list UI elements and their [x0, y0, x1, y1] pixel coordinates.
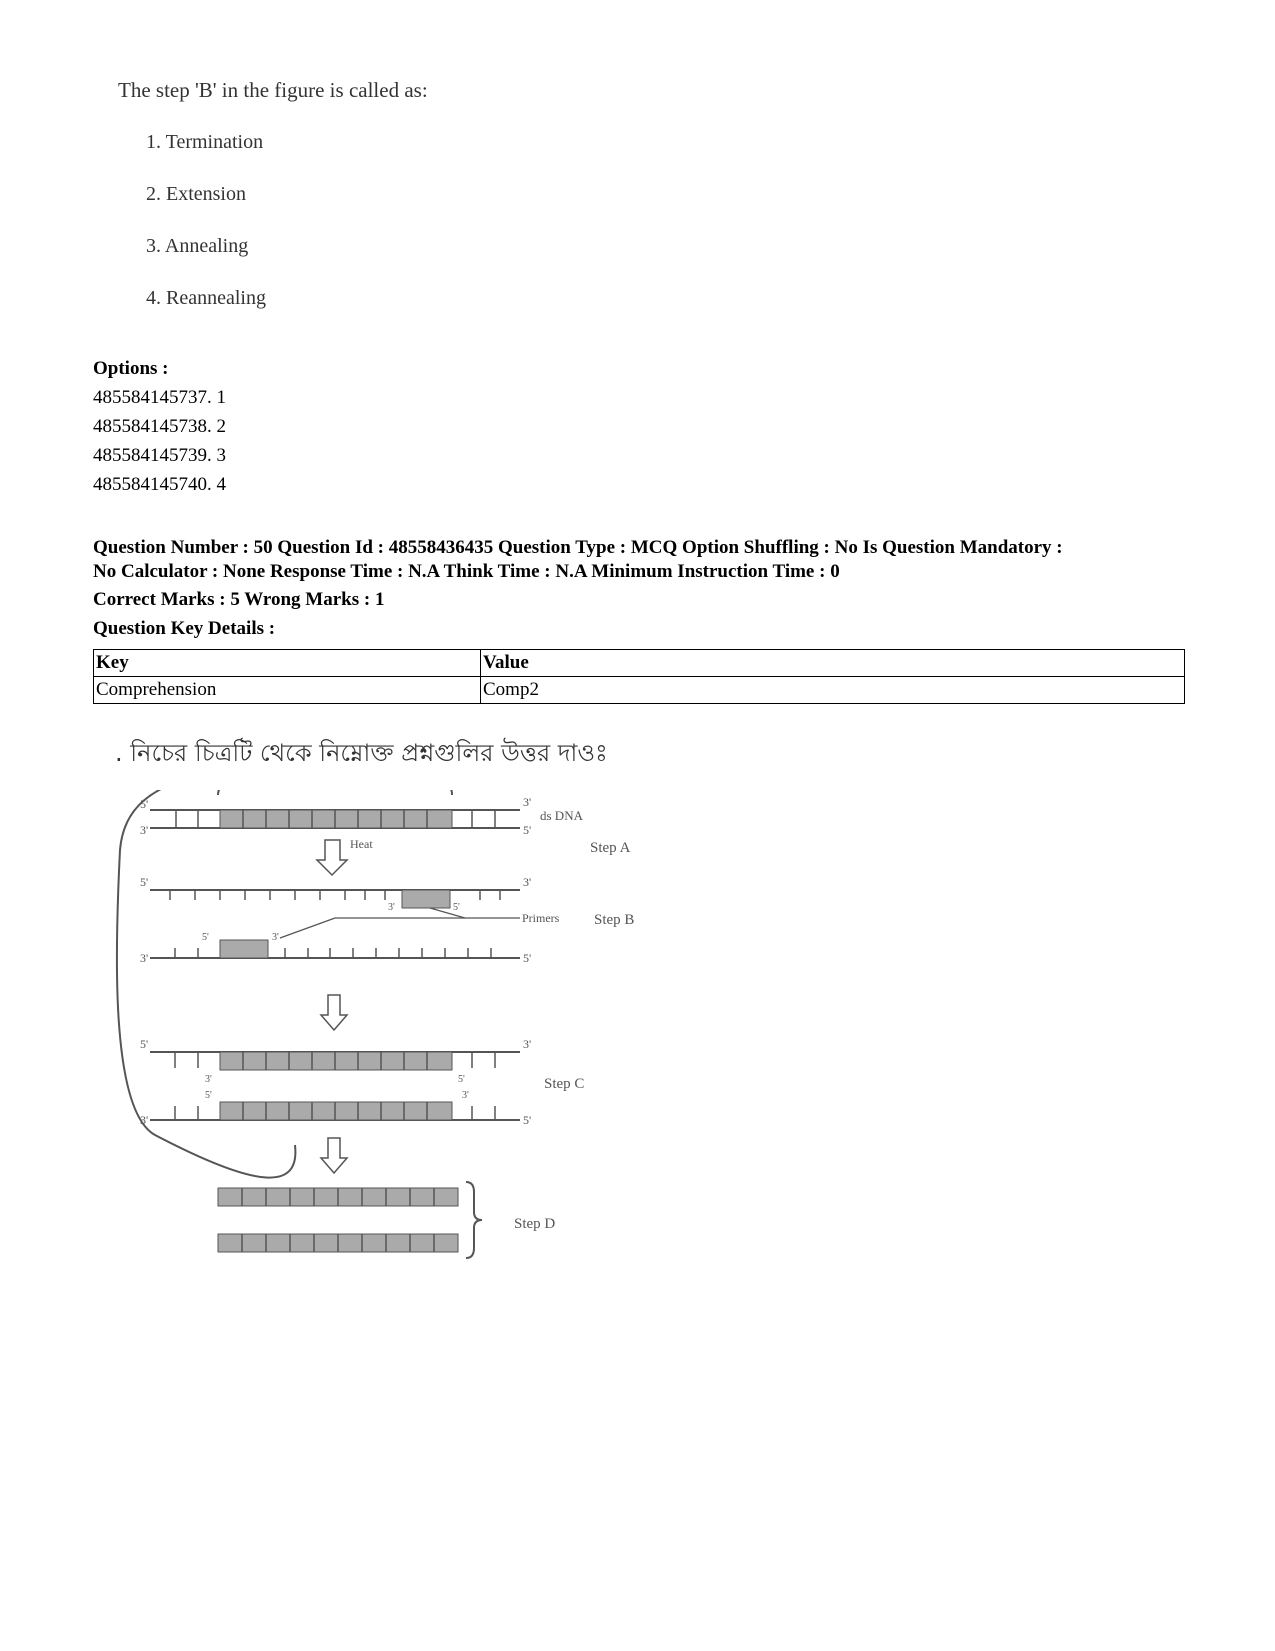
options-heading: Options : [93, 358, 169, 379]
question-choice-2: 2. Extension [146, 183, 246, 205]
question-choice-4: 4. Reannealing [146, 287, 266, 309]
option-item: 485584145739. 3 [93, 445, 226, 466]
end-label: 3' [140, 951, 149, 965]
end-label: 5' [202, 932, 209, 943]
down-arrow-icon [321, 1138, 347, 1173]
question-choice-3: 3. Annealing [146, 235, 249, 257]
pcr-diagram [110, 790, 690, 1330]
question-text: The step 'B' in the figure is called as: [118, 78, 428, 102]
table-cell-key: Comprehension [94, 677, 481, 704]
end-label: 3' [523, 875, 532, 889]
option-item: 485584145737. 1 [93, 387, 226, 408]
key-details-table [93, 649, 1185, 704]
down-arrow-icon [317, 840, 347, 875]
key-details-heading: Question Key Details : [93, 618, 276, 639]
end-label: 5' [140, 1037, 149, 1051]
ds-dna-label: ds DNA [540, 808, 583, 823]
end-label: 3' [140, 823, 149, 837]
end-label: 5' [205, 1090, 212, 1101]
question-choice-1: 1. Termination [146, 131, 264, 153]
step-d-label: Step D [514, 1216, 556, 1232]
end-label: 5' [140, 797, 149, 811]
step-b-label: Step B [594, 912, 635, 928]
end-label: 3' [388, 902, 395, 913]
single-strand-top [150, 890, 520, 908]
end-label: 3' [462, 1090, 469, 1101]
end-label: 5' [523, 1113, 532, 1127]
marks-line: Correct Marks : 5 Wrong Marks : 1 [93, 589, 385, 610]
table-header-key: Key [94, 650, 481, 677]
table-header-row [94, 650, 1185, 677]
end-label: 3' [205, 1074, 212, 1085]
primers-label: Primers [522, 911, 560, 925]
step-d-product-top [218, 1188, 458, 1206]
question-meta-line2: No Calculator : None Response Time : N.A Think Time : N.A Minimum Instruction Time : 0 [93, 561, 840, 582]
table-header-value: Value [481, 650, 1185, 677]
table-row [94, 677, 1185, 704]
question-meta [93, 536, 1183, 584]
step-d-product-bottom [218, 1234, 458, 1252]
ds-dna-strand [150, 810, 520, 828]
comprehension-instruction: . নিচের চিত্রটি থেকে নিম্নোক্ত প্রশ্নগুলির উত্তর দাওঃ [115, 739, 608, 767]
step-c-strand-top [150, 1052, 520, 1070]
table-cell-value: Comp2 [481, 677, 1185, 704]
step-c-label: Step C [544, 1076, 585, 1092]
step-d-brace [466, 1182, 482, 1258]
options-list [93, 354, 226, 499]
step-c-strand-bottom [150, 1102, 520, 1120]
option-item: 485584145740. 4 [93, 474, 226, 495]
end-label: 3' [140, 1113, 149, 1127]
step-a-label: Step A [590, 840, 631, 856]
end-label: 5' [523, 823, 532, 837]
end-label: 5' [523, 951, 532, 965]
end-label: 5' [458, 1074, 465, 1085]
question-meta-line1: Question Number : 50 Question Id : 48558436435 Question Type : MCQ Option Shuffling : No Is Question Mandatory : [93, 537, 1063, 558]
heat-label: Heat [350, 837, 373, 851]
end-label: 3' [523, 795, 532, 809]
end-label: 3' [272, 932, 279, 943]
end-label: 5' [140, 875, 149, 889]
down-arrow-icon [321, 995, 347, 1030]
top-brace [218, 790, 452, 795]
question-image [118, 78, 518, 328]
option-item: 485584145738. 2 [93, 416, 226, 437]
end-label: 3' [523, 1037, 532, 1051]
end-label: 5' [453, 902, 460, 913]
